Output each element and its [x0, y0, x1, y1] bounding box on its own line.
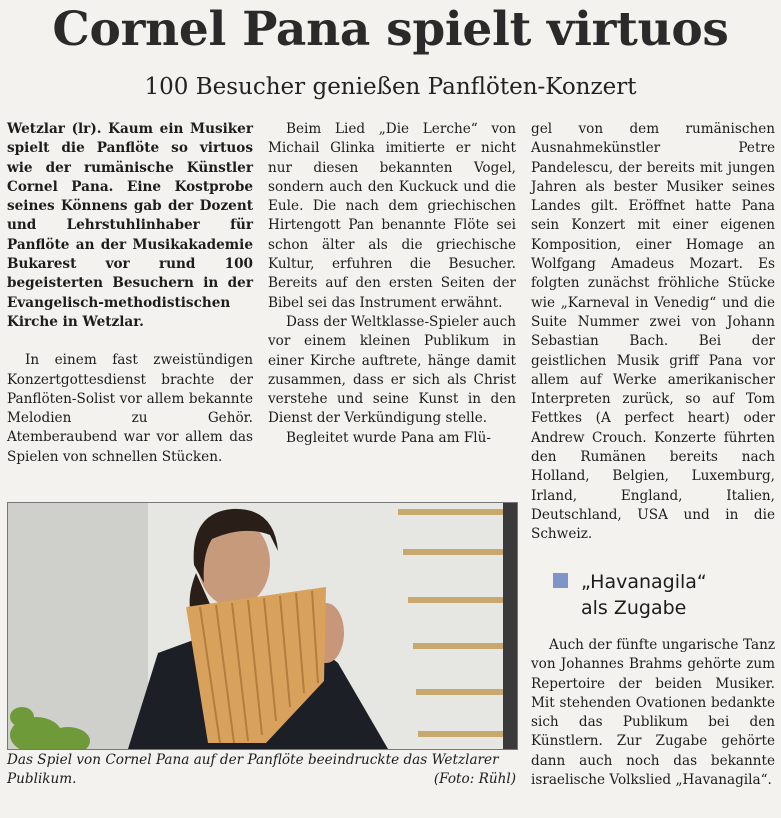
square-bullet-icon [553, 573, 568, 588]
headline: Cornel Pana spielt virtuos [52, 2, 729, 57]
subheadline: 100 Besucher genießen Panflöten-Konzert [144, 74, 637, 100]
column-3 [531, 120, 775, 545]
column-2 [268, 120, 516, 448]
caption-text: Das Spiel von Cornel Pana auf der Panflöte beeindruckte das Wetzlarer Publikum. [7, 752, 499, 788]
paragraph: gel von dem rumänischen Ausnahmekünstler Petre Pandelescu, der bereits mit jungen Jahren als bester Musiker seines Landes gilt. Eröffnet hatte Pana sein Konzert mit einer eigenen Komposition, einer Homage an Wolfgang Amadeus Mozart. Es folgten zunächst fröhliche Stücke wie „Karneval in Venedig“ und die Suite Nummer zwei von Johann Sebastian Bach. Bei der geistlichen Musik griff Pana vor allem auf Werke amerikanischer Interpreten zurück, so auf Tom Fettkes (A perfect heart) oder Andrew Crouch. Konzerte führten den Rumänen bereits nach Holland, Belgien, Luxemburg, Irland, England, Italien, Deutschland, USA und in die Schweiz. [531, 121, 775, 543]
paragraph: Auch der fünfte ungarische Tanz von Johannes Brahms gehörte zum Repertoire der beiden Musiker. Mit stehenden Ovationen bedankte sich das Publikum bei den Künstlern. Zur Zugabe gehörte dann auch noch das bekannte israelische Volkslied „Havanagila“. [531, 637, 775, 789]
paragraph: Begleitet wurde Pana am Flü- [286, 429, 491, 446]
section-subhead-line-1: „Havanagila“ [581, 571, 707, 593]
paragraph: Dass der Weltklasse-Spieler auch vor einem kleinen Publikum in einer Kirche auftrete, hänge damit zusammen, dass er sich als Christ verstehe und seine Kunst in den Dienst der Verkündigung stelle. [268, 313, 516, 427]
photo-caption [7, 751, 516, 790]
photo-credit: (Foto: Rühl) [433, 771, 516, 788]
concert-photo [7, 502, 518, 750]
paragraph: Beim Lied „Die Lerche“ von Michail Glinka imitierte er nicht nur diesen bekannten Vogel, sondern auch den Kuckuck und die Eule. Die nach dem griechischen Hirtengott Pan benannte Flöte sei schon älter als die griechische Kultur, erfuhren die Besucher. Bereits auf den ersten Seiten der Bibel sei das Instrument erwähnt. [268, 121, 516, 311]
section-subhead [553, 569, 773, 621]
column-1 [7, 120, 253, 467]
section-subhead-line-2: als Zugabe [581, 597, 687, 619]
column-3-continued [531, 636, 775, 790]
paragraph: In einem fast zweistündigen Konzertgottesdienst brachte der Panflöten-Solist vor allem bekannte Melodien zu Gehör. Atemberaubend war vor allem das Spielen von schnellen Stücken. [7, 352, 253, 465]
lead-paragraph: Wetzlar (lr). Kaum ein Musiker spielt die Panflöte so virtuos wie der rumänische Künstler Cornel Pana. Eine Kostprobe seines Könnens gab der Dozent und Lehrstuhlinhaber für Panflöte an der Musikakademie Bukarest vor rund 100 begeisterten Besuchern in der Evangelisch-methodistischen Kirche in Wetzlar. [7, 121, 253, 330]
